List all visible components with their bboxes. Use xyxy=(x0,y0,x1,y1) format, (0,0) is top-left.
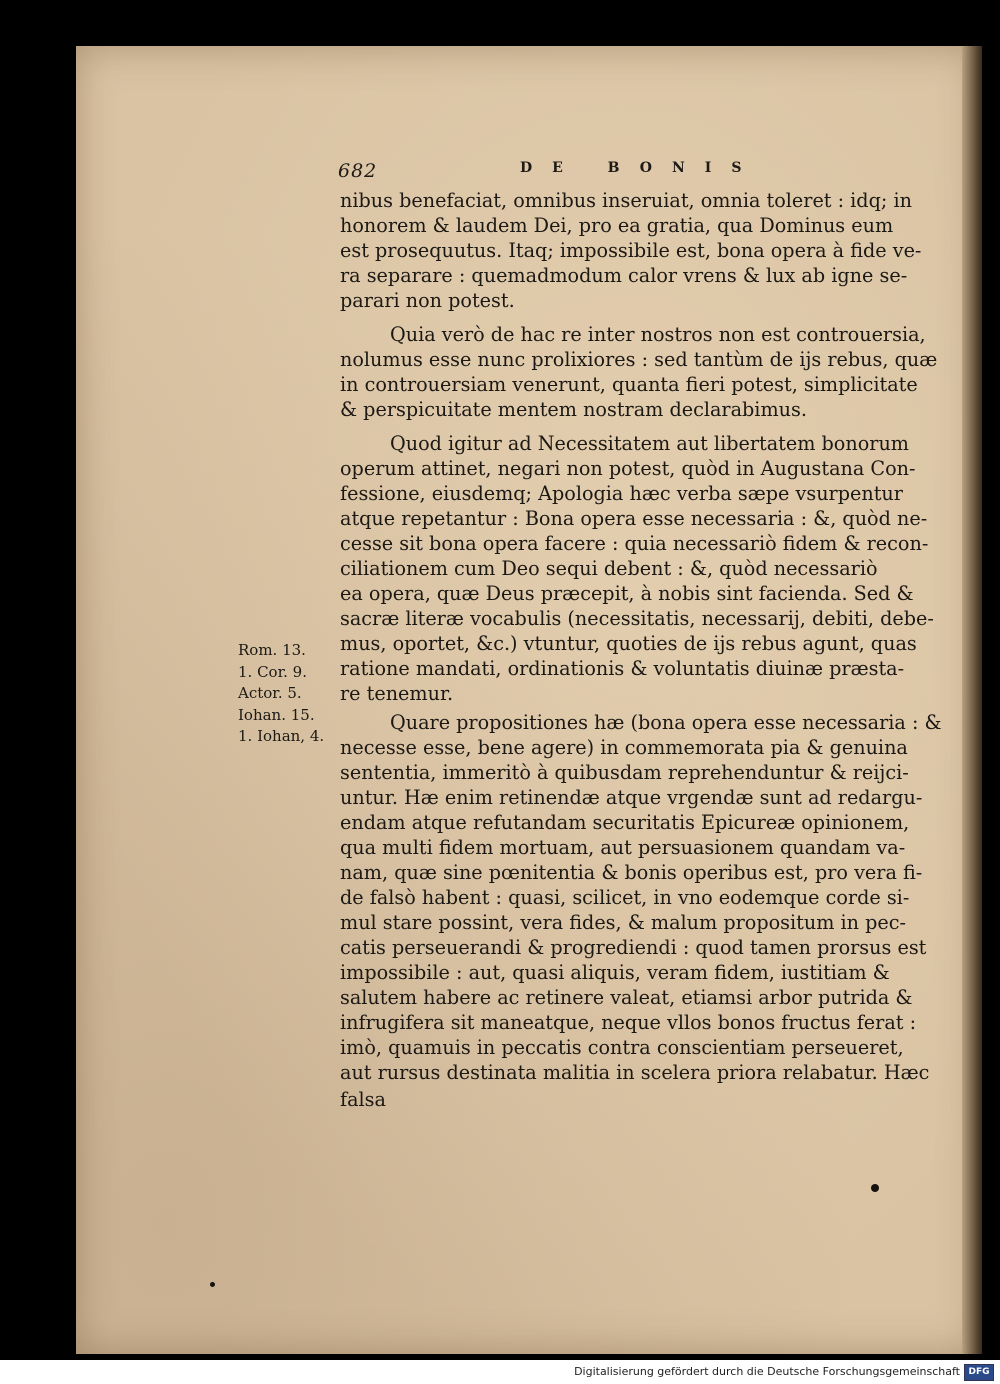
text-line: ciliationem cum Deo sequi debent : &, quòd necessariò xyxy=(340,557,878,580)
running-title: DE BONIS xyxy=(520,160,762,176)
text-line: necesse esse, bene agere) in commemorata pia & genuina xyxy=(340,736,908,759)
paragraph-4 xyxy=(340,710,962,1085)
text-line: untur. Hæ enim retinendæ atque vrgendæ sunt ad redargu- xyxy=(340,786,923,809)
text-line: imò, quamuis in peccatis contra conscientiam perseueret, xyxy=(340,1036,904,1059)
ink-spot xyxy=(871,1184,879,1192)
page-edge xyxy=(962,46,982,1354)
text-line: sacræ literæ vocabulis (necessitatis, necessarij, debiti, debe- xyxy=(340,607,934,630)
text-line: operum attinet, negari non potest, quòd in Augustana Con- xyxy=(340,457,916,480)
text-line: atque repetantur : Bona opera esse necessaria : &, quòd ne- xyxy=(340,507,928,530)
running-header xyxy=(338,160,798,186)
page-number: 682 xyxy=(338,160,378,182)
text-line: re tenemur. xyxy=(340,682,454,705)
paragraph-1 xyxy=(340,188,962,313)
catchword-text: falsa xyxy=(340,1088,386,1111)
text-line: ratione mandati, ordinationis & voluntatis diuinæ præsta- xyxy=(340,657,905,680)
text-line: est prosequutus. Itaq; impossibile est, bona opera à fide ve- xyxy=(340,239,922,262)
text-line: Quare propositiones hæ (bona opera esse necessaria : & xyxy=(390,711,942,734)
digitization-footer xyxy=(0,1360,1000,1384)
text-line: sententia, immeritò à quibusdam reprehenduntur & reijci- xyxy=(340,761,909,784)
text-line: nibus benefaciat, omnibus inseruiat, omnia toleret : idq; in xyxy=(340,189,912,212)
ink-spot xyxy=(210,1282,215,1287)
footer-credit: Digitalisierung gefördert durch die Deutsche Forschungsgemeinschaft xyxy=(574,1365,960,1378)
margin-note: Actor. 5. xyxy=(238,684,302,702)
paragraph-2 xyxy=(340,322,962,422)
text-line: mul stare possint, vera fides, & malum propositum in pec- xyxy=(340,911,906,934)
text-line: nolumus esse nunc prolixiores : sed tantùm de ijs rebus, quæ xyxy=(340,348,938,371)
marginal-references xyxy=(238,640,343,748)
text-line: in controuersiam venerunt, quanta fieri potest, simplicitate xyxy=(340,373,918,396)
text-line: ra separare : quemadmodum calor vrens & lux ab igne se- xyxy=(340,264,908,287)
text-line: impossibile : aut, quasi aliquis, veram fidem, iustitiam & xyxy=(340,961,890,984)
text-line: catis perseuerandi & progrediendi : quod tamen prorsus est xyxy=(340,936,927,959)
text-line: honorem & laudem Dei, pro ea gratia, qua Dominus eum xyxy=(340,214,894,237)
text-line: qua multi fidem mortuam, aut persuasionem quandam va- xyxy=(340,836,906,859)
catchword xyxy=(340,1087,962,1112)
margin-note: 1. Cor. 9. xyxy=(238,662,307,681)
text-line: Quia verò de hac re inter nostros non est controuersia, xyxy=(390,323,926,346)
main-text xyxy=(340,188,962,1112)
text-line: aut rursus destinata malitia in scelera priora relabatur. Hæc xyxy=(340,1061,930,1084)
text-line: nam, quæ sine pœnitentia & bonis operibus est, pro vera fi- xyxy=(340,861,923,884)
text-line: fessione, eiusdemq; Apologia hæc verba sæpe vsurpentur xyxy=(340,482,903,505)
text-line: infrugifera sit maneatque, neque vllos bonos fructus ferat : xyxy=(340,1011,917,1034)
text-line: de falsò habent : quasi, scilicet, in vno eodemque corde si- xyxy=(340,886,910,909)
text-line: & perspicuitate mentem nostram declarabimus. xyxy=(340,398,807,421)
text-line: parari non potest. xyxy=(340,289,515,312)
dfg-logo: DFG xyxy=(964,1364,994,1381)
margin-note: 1. Iohan, 4. xyxy=(238,727,325,745)
margin-note: Iohan. 15. xyxy=(238,705,315,724)
text-line: Quod igitur ad Necessitatem aut libertatem bonorum xyxy=(390,432,909,455)
text-line: mus, oportet, &c.) vtuntur, quoties de ijs rebus agunt, quas xyxy=(340,632,917,655)
text-line: endam atque refutandam securitatis Epicureæ opinionem, xyxy=(340,811,910,834)
text-line: ea opera, quæ Deus præcepit, à nobis sint facienda. Sed & xyxy=(340,582,914,605)
text-line: cesse sit bona opera facere : quia necessariò fidem & recon- xyxy=(340,532,929,555)
margin-note: Rom. 13. xyxy=(238,641,306,659)
paragraph-3 xyxy=(340,431,962,706)
text-line: salutem habere ac retinere valeat, etiamsi arbor putrida & xyxy=(340,986,913,1009)
